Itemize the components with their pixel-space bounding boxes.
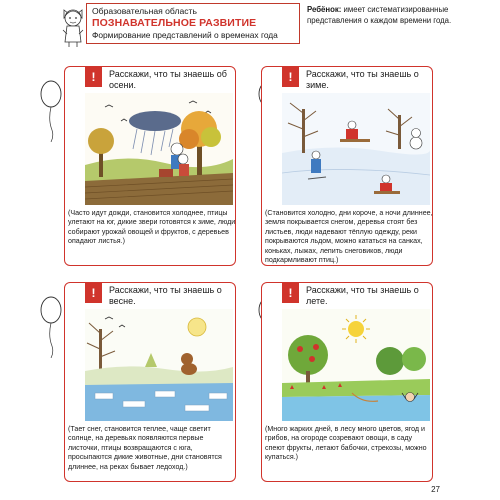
balloon-icon — [40, 296, 62, 358]
child-label: Ребёнок: — [307, 5, 342, 14]
child-outcome-note — [307, 5, 477, 26]
caption-winter: (Становится холодно, дни короче, а ночи длиннее, земля покрывается снегом, деревья стоят без листьев, люди надевают тёплую одежду, реки покрываются льдом, можно кататься на санках, коньках, лыжах, лепить снеговиков, люди подкармливают птиц.) — [265, 209, 433, 265]
exclamation-icon: ! — [282, 67, 299, 87]
question-winter: Расскажи, что ты знаешь о зиме. — [306, 69, 419, 90]
educational-area-label: Образовательная область — [92, 6, 197, 16]
winter-illustration — [282, 93, 430, 205]
question-autumn: Расскажи, что ты знаешь об осени. — [109, 69, 227, 90]
section-header — [86, 3, 300, 44]
exclamation-icon: ! — [282, 283, 299, 303]
caption-autumn: (Часто идут дожди, становится холоднее, птицы улетают на юг, дикие звери готовятся к зиме, люди собирают урожай овощей и фруктов, с деревьев опадают листья.) — [68, 209, 236, 246]
summer-illustration — [282, 309, 430, 421]
child-outcome-text: имеет систематизированные представления о каждом времени года. — [307, 5, 452, 25]
page-number: 27 — [431, 485, 440, 494]
balloon-icon — [40, 80, 62, 142]
question-spring: Расскажи, что ты знаешь о весне. — [109, 285, 222, 306]
card-spring — [64, 282, 236, 482]
section-subtitle: Формирование представлений о временах года — [92, 30, 278, 40]
section-title: ПОЗНАВАТЕЛЬНОЕ РАЗВИТИЕ — [92, 17, 257, 29]
autumn-illustration — [85, 93, 233, 205]
card-winter — [261, 66, 433, 266]
question-summer: Расскажи, что ты знаешь о лете. — [306, 285, 419, 306]
girl-mascot-icon — [60, 4, 86, 48]
caption-summer: (Много жарких дней, в лесу много цветов, ягод и грибов, на огороде созревают овощи, в саду спеют фрукты, летают бабочки, стрекозы, можно купаться.) — [265, 425, 427, 462]
card-summer — [261, 282, 433, 482]
exclamation-icon: ! — [85, 283, 102, 303]
card-autumn — [64, 66, 236, 266]
exclamation-icon: ! — [85, 67, 102, 87]
spring-illustration — [85, 309, 233, 421]
caption-spring: (Тает снег, становится теплее, чаще светит солнце, на деревьях появляются первые листочки, птицы возвращаются с юга, просыпаются дикие животные, дни становятся длиннее, на реках бывает ледоход.) — [68, 425, 222, 471]
